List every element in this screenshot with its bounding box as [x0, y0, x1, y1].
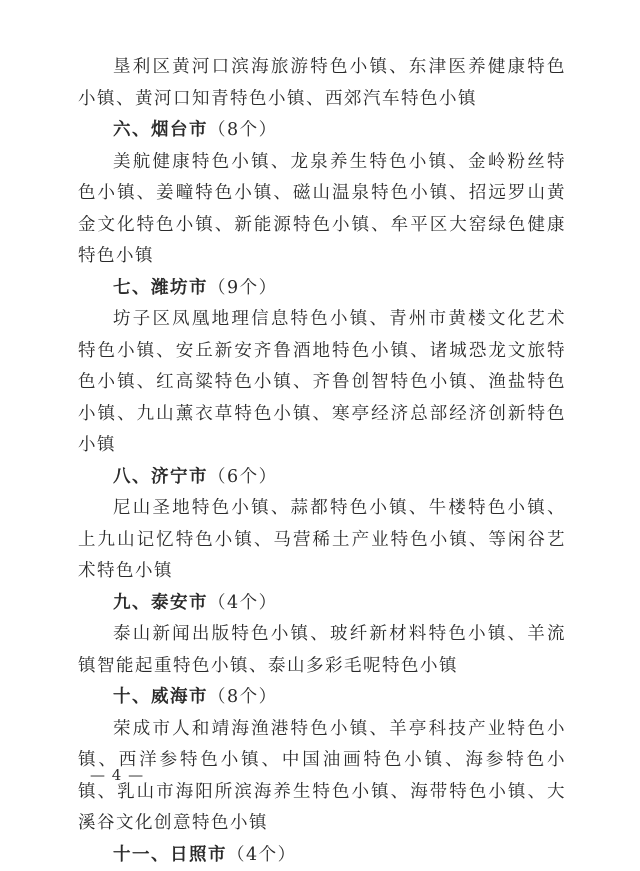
- section-heading-rizhao: [78, 840, 566, 871]
- section-heading-title: 九、泰安市: [113, 593, 208, 613]
- section-heading-weifang: [78, 273, 566, 305]
- section-heading-count: （9个）: [208, 278, 278, 298]
- paragraph-taian-towns: 泰山新闻出版特色小镇、玻纤新材料特色小镇、羊流镇智能起重特色小镇、泰山多彩毛呢特色小镇: [78, 619, 566, 682]
- paragraph-jining-towns: 尼山圣地特色小镇、蒜都特色小镇、牛楼特色小镇、上九山记忆特色小镇、马营稀土产业特色小镇、等闲谷艺术特色小镇: [78, 493, 566, 588]
- page-number: — 4 —: [90, 766, 144, 784]
- section-heading-title: 十一、日照市: [113, 845, 227, 865]
- paragraph-weihai-towns: 荣成市人和靖海渔港特色小镇、羊亭科技产业特色小镇、西洋参特色小镇、中国油画特色小镇、海参特色小镇、乳山市海阳所滨海养生特色小镇、海带特色小镇、大溪谷文化创意特色小镇: [78, 714, 566, 840]
- paragraph-yantai-towns: 美航健康特色小镇、龙泉养生特色小镇、金岭粉丝特色小镇、姜疃特色小镇、磁山温泉特色小镇、招远罗山黄金文化特色小镇、新能源特色小镇、牟平区大窑绿色健康特色小镇: [78, 147, 566, 273]
- section-heading-title: 八、济宁市: [113, 467, 208, 487]
- section-heading-taian: [78, 588, 566, 620]
- section-heading-yantai: [78, 115, 566, 147]
- paragraph-dongying-towns: 垦利区黄河口滨海旅游特色小镇、东津医养健康特色小镇、黄河口知青特色小镇、西郊汽车特色小镇: [78, 52, 566, 115]
- document-body: [78, 52, 566, 871]
- paragraph-weifang-towns: 坊子区凤凰地理信息特色小镇、青州市黄楼文化艺术特色小镇、安丘新安齐鲁酒地特色小镇、诸城恐龙文旅特色小镇、红高粱特色小镇、齐鲁创智特色小镇、渔盐特色小镇、九山薰衣草特色小镇、寒亭经济总部经济创新特色小镇: [78, 304, 566, 462]
- section-heading-count: （4个）: [227, 845, 297, 865]
- section-heading-count: （8个）: [208, 687, 278, 707]
- section-heading-count: （8个）: [208, 120, 278, 140]
- section-heading-weihai: [78, 682, 566, 714]
- section-heading-jining: [78, 462, 566, 494]
- section-heading-count: （4个）: [208, 593, 278, 613]
- section-heading-count: （6个）: [208, 467, 278, 487]
- section-heading-title: 七、潍坊市: [113, 278, 208, 298]
- section-heading-title: 六、烟台市: [113, 120, 208, 140]
- section-heading-title: 十、威海市: [113, 687, 208, 707]
